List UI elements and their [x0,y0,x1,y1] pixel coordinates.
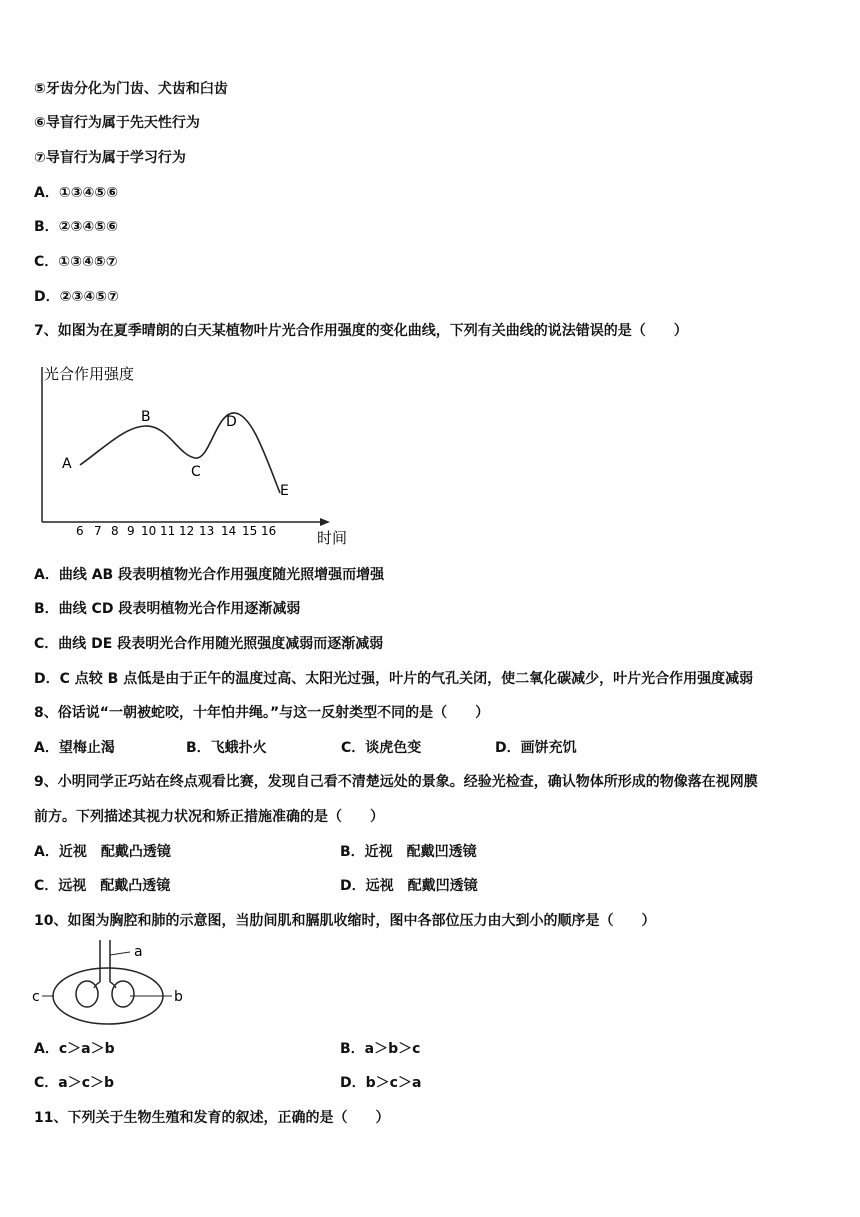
q7-option-a: A．曲线 AB 段表明植物光合作用强度随光照增强而增强 [34,567,385,583]
q10-stem: 10、如图为胸腔和肺的示意图，当肋间肌和膈肌收缩时，图中各部位压力由大到小的顺序是（ ） [34,913,656,929]
chart-ylabel: 光合作用强度 [44,365,135,383]
q11-stem: 11、下列关于生物生殖和发育的叙述，正确的是（ ） [34,1110,390,1126]
q8-stem: 8、俗话说“一朝被蛇咬，十年怕井绳。”与这一反射类型不同的是（ ） [34,705,490,721]
q6-option-a: A．①③④⑤⑥ [34,185,119,201]
q6-option-c: C．①③④⑤⑦ [34,254,118,270]
q6-option-d: D．②③④⑤⑦ [34,289,119,305]
thorax-lung-diagram [30,940,200,1030]
q9-option-a: A．近视 配戴凸透镜 [34,844,171,860]
label-c: c [32,989,40,1005]
point-label-b: B [141,409,151,425]
photosynthesis-curve [80,413,280,493]
tick-label-6: 6 [76,524,84,538]
pointer-a [110,952,130,955]
tick-label-15: 15 [242,524,258,538]
q9-stem-line1: 9、小明同学正巧站在终点观看比赛，发现自己看不清楚远处的景象。经验光检查，确认物体所形成的物像落在视网膜 [34,774,758,790]
q8-option-c: C．谈虎色变 [341,740,422,756]
q10-option-a: A．c＞a＞b [34,1041,115,1057]
q8-option-d: D．画饼充饥 [495,740,577,756]
tick-label-14: 14 [221,524,237,538]
bronchi [94,982,116,988]
point-label-c: C [191,464,201,480]
tick-label-8: 8 [111,524,119,538]
q8-option-b: B．飞蛾扑火 [186,740,267,756]
q9-option-b: B．近视 配戴凹透镜 [340,844,477,860]
label-b: b [174,989,183,1005]
q7-stem: 7、如图为在夏季晴朗的白天某植物叶片光合作用强度的变化曲线，下列有关曲线的说法错误的是（ ） [34,323,688,339]
q9-stem-line2: 前方。下列描述其视力状况和矫正措施准确的是（ ） [34,809,384,825]
tick-label-13: 13 [199,524,215,538]
tick-label-7: 7 [94,524,102,538]
q7-option-b: B．曲线 CD 段表明植物光合作用逐渐减弱 [34,601,301,617]
q6-item-7: ⑦导盲行为属于学习行为 [34,150,186,166]
tick-label-11: 11 [160,524,176,538]
point-label-e: E [280,483,289,499]
q9-option-c: C．远视 配戴凸透镜 [34,878,171,894]
tick-label-10: 10 [141,524,157,538]
lung-left [76,981,98,1007]
q10-option-d: D．b＞c＞a [340,1075,422,1091]
tick-label-12: 12 [179,524,195,538]
photosynthesis-chart [30,355,360,555]
lung-right [112,981,134,1007]
q7-option-c: C．曲线 DE 段表明光合作用随光照强度减弱而逐渐减弱 [34,636,384,652]
q10-option-b: B．a＞b＞c [340,1041,421,1057]
q6-item-5: ⑤牙齿分化为门齿、犬齿和臼齿 [34,81,228,97]
tick-label-9: 9 [127,524,135,538]
q10-option-c: C．a＞c＞b [34,1075,115,1091]
q8-option-a: A．望梅止渴 [34,740,115,756]
tick-label-16: 16 [261,524,277,538]
q7-option-d: D．C 点较 B 点低是由于正午的温度过高、太阳光过强，叶片的气孔关闭，使二氧化碳减少，叶片光合作用强度减弱 [34,671,754,687]
label-a: a [134,944,143,960]
q6-option-b: B．②③④⑤⑥ [34,219,118,235]
point-label-a: A [62,456,72,472]
q6-item-6: ⑥导盲行为属于先天性行为 [34,115,200,131]
point-label-d: D [226,414,237,430]
chart-xlabel: 时间 [317,529,348,547]
q9-option-d: D．远视 配戴凹透镜 [340,878,478,894]
chart-x-arrow [320,518,330,526]
